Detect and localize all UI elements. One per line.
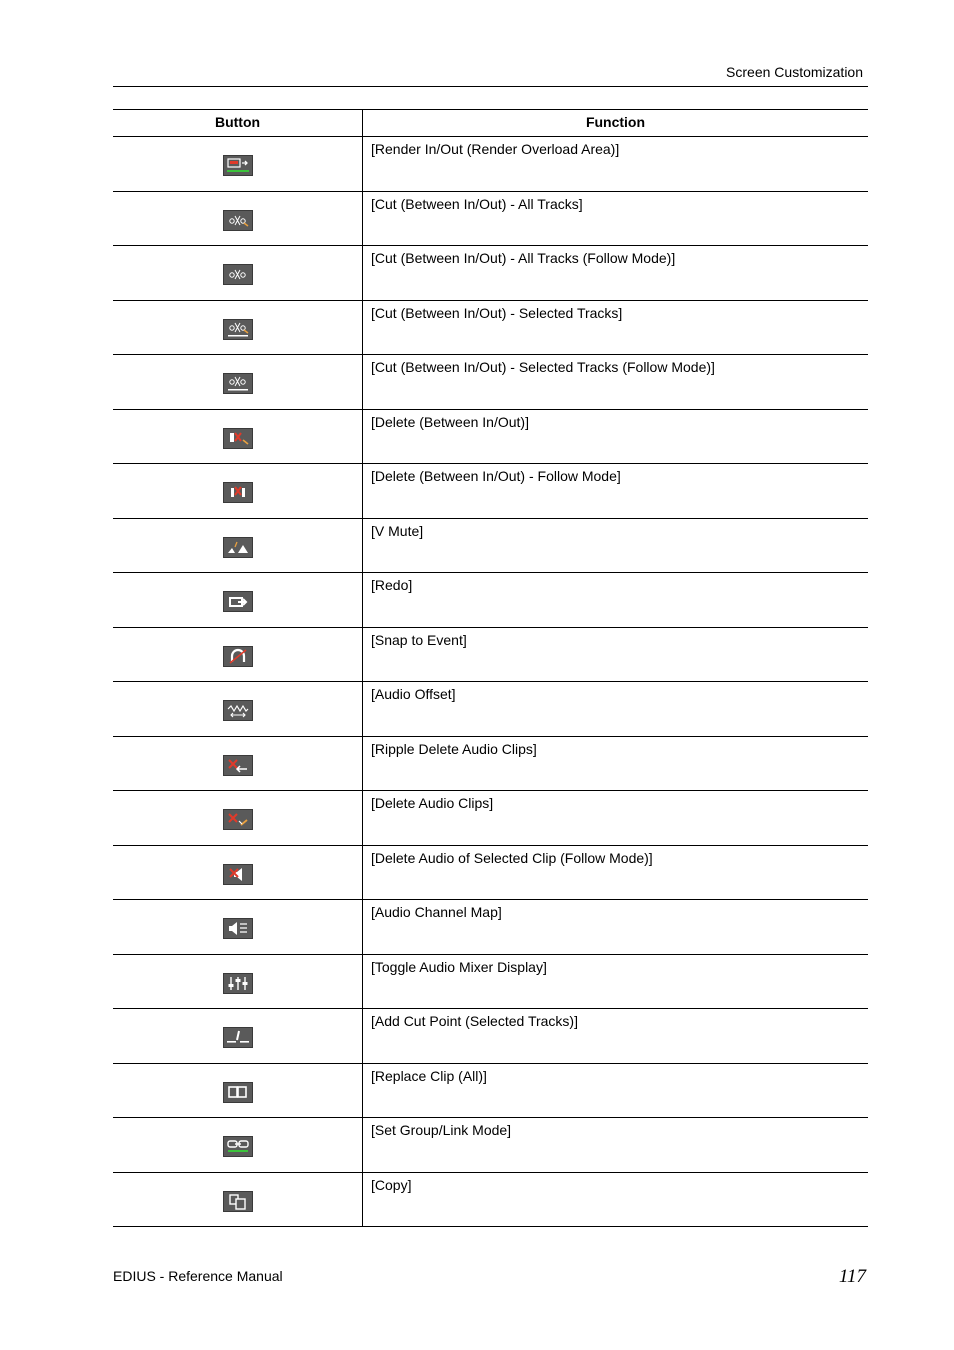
button-cell [113,246,363,300]
function-cell: [Render In/Out (Render Overload Area)] [371,141,620,157]
function-cell: [Audio Channel Map] [371,904,502,920]
column-header-function: Function [585,114,646,130]
function-cell: [Delete (Between In/Out) - Follow Mode] [371,468,621,484]
function-cell: [V Mute] [371,522,424,539]
button-cell [113,137,363,191]
function-cell: [Audio Offset] [371,686,456,702]
footer-title: EDIUS - Reference Manual [113,1268,283,1284]
table-row [113,355,868,410]
button-cell [113,1009,363,1063]
cut-in-out-selected-tracks-follow-icon [223,373,253,394]
table-row [113,900,868,955]
function-cell: [Copy] [371,1176,412,1193]
table-row [113,519,868,574]
table-row [113,1009,868,1064]
function-cell: [Cut (Between In/Out) - All Tracks (Follow Mode)] [371,250,676,266]
function-cell: [Snap to Event] [371,631,467,648]
button-cell [113,519,363,573]
button-cell [113,301,363,355]
button-cell [113,682,363,736]
copy-icon [223,1191,253,1212]
function-cell: [Add Cut Point (Selected Tracks)] [371,1013,578,1029]
function-cell: [Cut (Between In/Out) - Selected Tracks] [371,304,623,321]
table-row [113,573,868,628]
button-cell [113,192,363,246]
button-cell [113,791,363,845]
button-cell [113,1118,363,1172]
button-cell [113,464,363,518]
delete-in-out-icon [223,428,253,449]
button-cell [113,1064,363,1118]
page-header-title: Screen Customization [726,64,863,80]
button-cell [113,628,363,682]
v-mute-icon [223,537,253,558]
audio-mixer-icon [223,973,253,994]
function-cell: [Delete Audio of Selected Clip (Follow Mode)] [371,849,653,866]
table-row [113,846,868,901]
button-cell [113,355,363,409]
audio-channel-map-icon [223,918,253,939]
table-row [113,1118,868,1173]
column-header-button: Button [113,110,363,136]
table-row [113,682,868,737]
table-row [113,1173,868,1228]
function-cell: [Ripple Delete Audio Clips] [371,740,537,757]
function-cell: [Cut (Between In/Out) - Selected Tracks (Follow Mode)] [371,359,715,375]
table-row [113,791,868,846]
table-row [113,737,868,792]
button-function-table [113,109,868,1227]
function-cell: [Replace Clip (All)] [371,1067,487,1084]
cut-in-out-selected-tracks-icon [223,319,253,340]
delete-audio-clips-icon [223,809,253,830]
header-rule [113,86,868,87]
table-row [113,1064,868,1119]
function-cell: [Cut (Between In/Out) - All Tracks] [371,195,583,212]
audio-offset-icon [223,700,253,721]
table-row [113,137,868,192]
cut-in-out-all-tracks-follow-icon [223,264,253,285]
table-row [113,628,868,683]
function-cell: [Delete Audio Clips] [371,795,494,811]
table-row [113,955,868,1010]
function-cell: [Set Group/Link Mode] [371,1122,512,1138]
ripple-delete-audio-clips-icon [223,755,253,776]
table-header-row [113,110,868,137]
button-cell [113,1173,363,1227]
button-cell [113,737,363,791]
button-cell [113,846,363,900]
table-body [113,137,868,1227]
button-cell [113,955,363,1009]
group-link-mode-icon [223,1136,253,1157]
function-cell: [Redo] [371,577,413,593]
function-cell: [Toggle Audio Mixer Display] [371,958,547,975]
table-row [113,301,868,356]
delete-audio-selected-clip-icon [223,864,253,885]
function-cell: [Delete (Between In/Out)] [371,413,529,430]
render-in-out-icon [223,155,253,176]
delete-in-out-follow-icon [223,482,253,503]
table-row [113,464,868,519]
cut-in-out-all-tracks-icon [223,210,253,231]
redo-icon [223,591,253,612]
add-cut-point-icon [223,1027,253,1048]
button-cell [113,900,363,954]
table-row [113,410,868,465]
button-cell [113,410,363,464]
replace-clip-icon [223,1082,253,1103]
table-row [113,246,868,301]
snap-to-event-icon [223,646,253,667]
table-row [113,192,868,247]
page-number: 117 [838,1266,866,1287]
button-cell [113,573,363,627]
